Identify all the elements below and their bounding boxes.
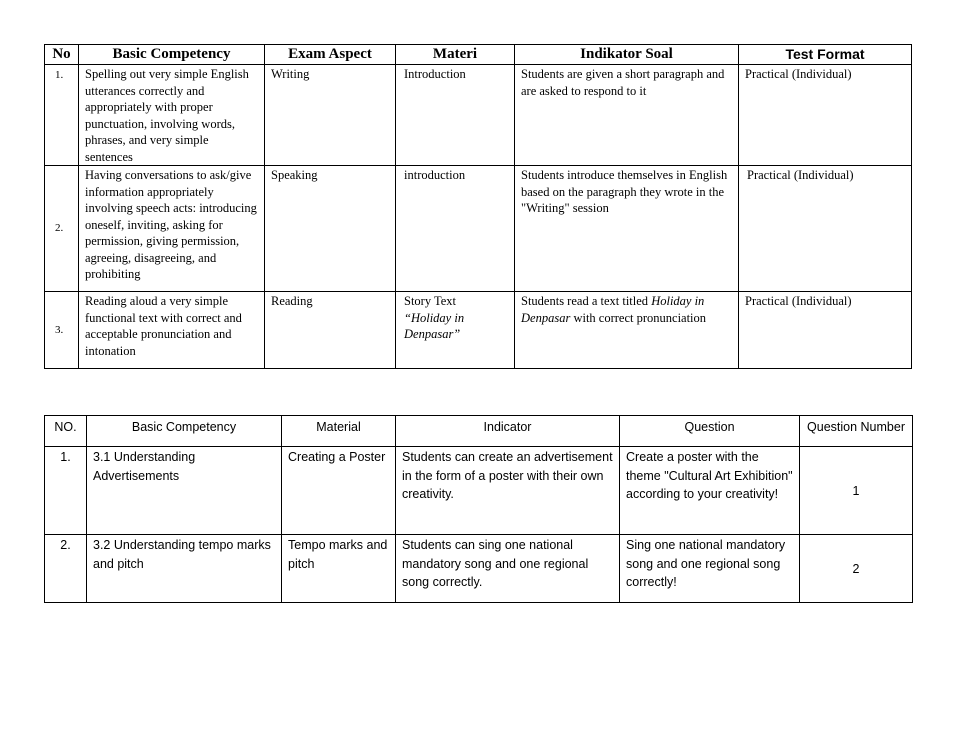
- table-row: [45, 535, 913, 603]
- material-cell: Tempo marks and pitch: [282, 535, 396, 603]
- materi-cell: [396, 292, 515, 369]
- row-number: 1.: [45, 447, 87, 535]
- materi-type: Story Text: [404, 294, 457, 308]
- question-number-cell: 1: [800, 447, 913, 535]
- row-number: 1.: [45, 65, 79, 166]
- indicator-cell: Students can create an advertisement in the form of a poster with their own creativity.: [396, 447, 620, 535]
- format-cell: Practical (Individual): [739, 166, 912, 292]
- competency-cell: 3.2 Understanding tempo marks and pitch: [87, 535, 282, 603]
- table-header-row: [45, 416, 913, 447]
- header-question: Question: [620, 416, 800, 447]
- table-row: [45, 447, 913, 535]
- table-header-row: [45, 45, 912, 65]
- row-number: 2.: [45, 535, 87, 603]
- competency-cell: Having conversations to ask/give information appropriately involving speech acts: introducing oneself, inviting, asking for permission, giving permission, agreeing, disagreeing, and prohibiting: [79, 166, 265, 292]
- header-indikator-soal: Indikator Soal: [515, 45, 739, 65]
- header-indicator: Indicator: [396, 416, 620, 447]
- indikator-cell: Students introduce themselves in English based on the paragraph they wrote in the "Writing" session: [515, 166, 739, 292]
- header-no: No: [45, 45, 79, 65]
- header-question-number: Question Number: [800, 416, 913, 447]
- header-no: NO.: [45, 416, 87, 447]
- materi-cell: Introduction: [396, 65, 515, 166]
- question-cell: Sing one national mandatory song and one regional song correctly!: [620, 535, 800, 603]
- header-exam-aspect: Exam Aspect: [265, 45, 396, 65]
- question-number-cell: 2: [800, 535, 913, 603]
- exam-grid-table: [44, 44, 912, 369]
- header-basic-competency: Basic Competency: [79, 45, 265, 65]
- indicator-cell: Students can sing one national mandatory song and one regional song correctly.: [396, 535, 620, 603]
- material-cell: Creating a Poster: [282, 447, 396, 535]
- format-cell: Practical (Individual): [739, 292, 912, 369]
- indikator-cell: Students are given a short paragraph and are asked to respond to it: [515, 65, 739, 166]
- row-number: 3.: [45, 292, 79, 369]
- header-materi: Materi: [396, 45, 515, 65]
- aspect-cell: Writing: [265, 65, 396, 166]
- indikator-cell: Students read a text titled Holiday in Denpasar with correct pronunciation: [515, 292, 739, 369]
- story-title: Holiday in Denpasar: [521, 294, 705, 325]
- aspect-cell: Reading: [265, 292, 396, 369]
- materi-cell: introduction: [396, 166, 515, 292]
- table-row: [45, 166, 912, 292]
- header-test-format: Test Format: [739, 45, 912, 65]
- competency-cell: 3.1 Understanding Advertisements: [87, 447, 282, 535]
- aspect-cell: Speaking: [265, 166, 396, 292]
- header-material: Material: [282, 416, 396, 447]
- format-cell: Practical (Individual): [739, 65, 912, 166]
- competency-cell: Reading aloud a very simple functional text with correct and acceptable pronunciation and intonation: [79, 292, 265, 369]
- materi-story-title: “Holiday in Denpasar”: [404, 310, 465, 341]
- question-grid-table: [44, 415, 913, 603]
- competency-cell: Spelling out very simple English utterances correctly and appropriately with proper punctuation, involving words, phrases, and very simple sentences: [79, 65, 265, 166]
- row-number: 2.: [45, 166, 79, 292]
- question-cell: Create a poster with the theme "Cultural Art Exhibition" according to your creativity!: [620, 447, 800, 535]
- table-row: [45, 292, 912, 369]
- table-row: [45, 65, 912, 166]
- header-basic-competency: Basic Competency: [87, 416, 282, 447]
